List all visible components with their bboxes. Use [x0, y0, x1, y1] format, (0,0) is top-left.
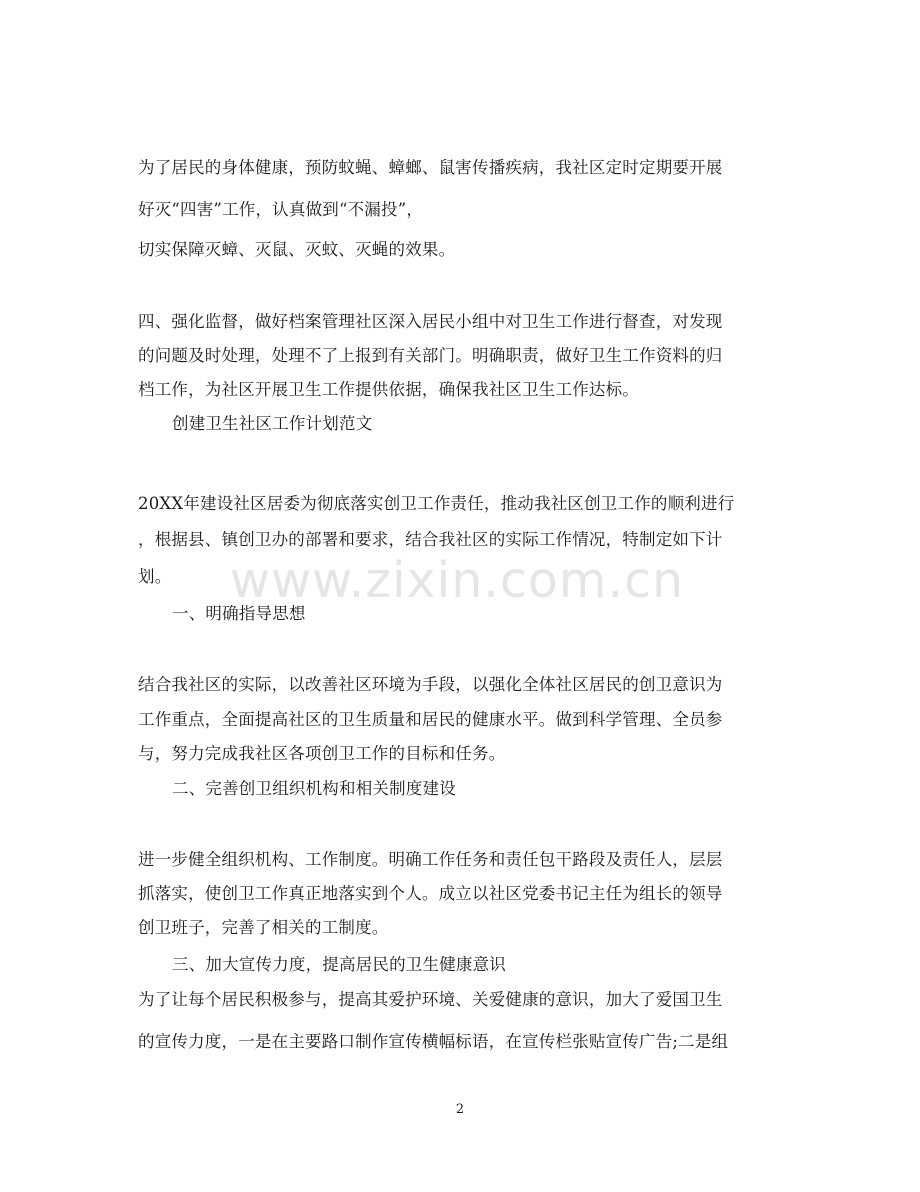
paragraph-line: 工作重点，全面提高社区的卫生质量和居民的健康水平。做到科学管理、全员参	[138, 710, 723, 729]
paragraph-line: 好灭“四害”工作，认真做到“不漏投”，	[138, 200, 424, 219]
paragraph-line: 创卫班子，完善了相关的工制度。	[138, 918, 389, 937]
paragraph-line: 划。	[138, 567, 172, 586]
section-heading: 创建卫生社区工作计划范文	[172, 414, 373, 433]
watermark: www.zixin.com.cn	[230, 552, 685, 609]
paragraph-line: 的宣传力度，一是在主要路口制作宣传横幅标语，在宣传栏张贴宣传广告;二是组	[138, 1032, 729, 1051]
paragraph-line: 抓落实，使创卫工作真正地落实到个人。成立以社区党委书记主任为组长的领导	[138, 884, 723, 903]
page-number: 2	[455, 1102, 465, 1117]
section-heading: 二、完善创卫组织机构和相关制度建设	[172, 779, 456, 798]
paragraph-line: 的问题及时处理，处理不了上报到有关部门。明确职责，做好卫生工作资料的归	[138, 346, 723, 365]
paragraph-line: 结合我社区的实际，以改善社区环境为手段，以强化全体社区居民的创卫意识为	[138, 675, 723, 694]
paragraph-line: 档工作，为社区开展卫生工作提供依据，确保我社区卫生工作达标。	[138, 380, 639, 399]
paragraph-line: ，根据县、镇创卫办的部署和要求，结合我社区的实际工作情况，特制定如下计	[138, 530, 723, 549]
paragraph-line: 四、强化监督，做好档案管理社区深入居民小组中对卫生工作进行督查，对发现	[138, 312, 723, 331]
paragraph-line: 为了居民的身体健康，预防蚊蝇、蟑螂、鼠害传播疾病，我社区定时定期要开展	[138, 158, 723, 177]
paragraph-line: 进一步健全组织机构、工作制度。明确工作任务和责任包干路段及责任人，层层	[138, 850, 723, 869]
paragraph-line: 切实保障灭蟑、灭鼠、灭蚊、灭蝇的效果。	[138, 240, 456, 259]
paragraph-line: 与，努力完成我社区各项创卫工作的目标和任务。	[138, 744, 506, 763]
section-heading: 一、明确指导思想	[172, 604, 306, 623]
paragraph-line: 20XX年建设社区居委为彻底落实创卫工作责任，推动我社区创卫工作的顺利进行	[138, 494, 735, 513]
section-heading: 三、加大宣传力度，提高居民的卫生健康意识	[172, 955, 506, 974]
paragraph-line: 为了让每个居民积极参与，提高其爱护环境、关爱健康的意识，加大了爱国卫生	[138, 990, 723, 1009]
